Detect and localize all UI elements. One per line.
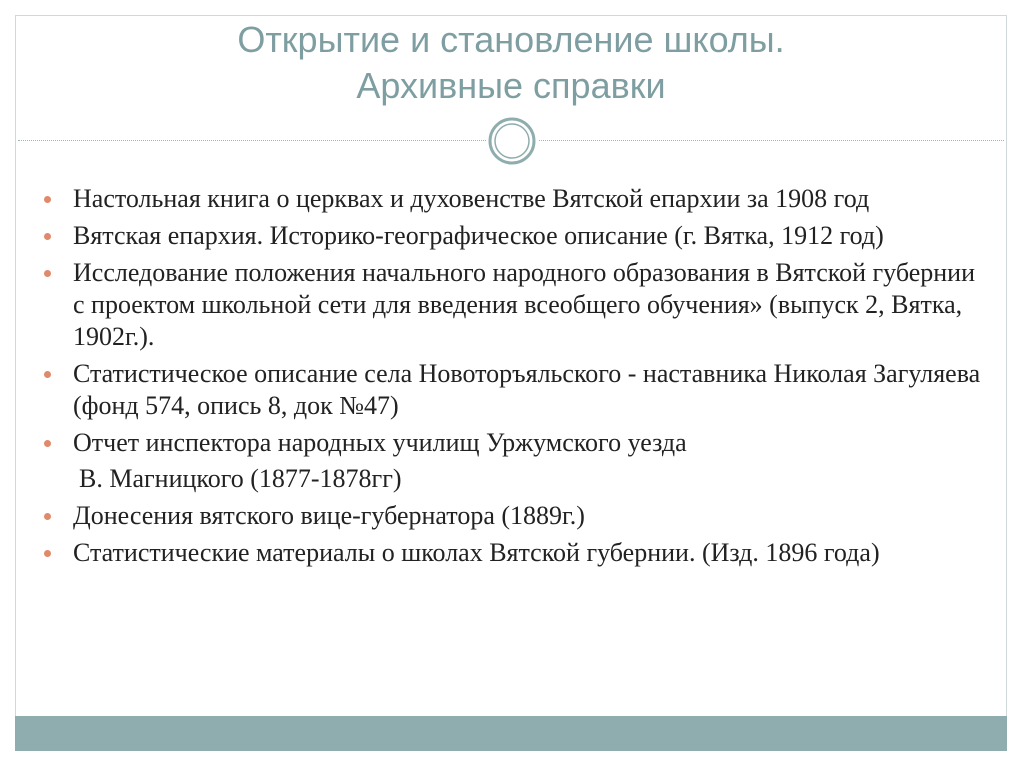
list-item — [42, 220, 982, 252]
title-line-2: Архивные справки — [356, 65, 666, 106]
bullet-icon — [44, 513, 51, 520]
list-item — [42, 427, 982, 459]
list-item-text: Статистическое описание села Новоторъяльского - наставника Николая Загуляева (фонд 574, опись 8, док №47) — [73, 359, 981, 420]
bullet-icon — [44, 371, 51, 378]
list-item-text: Вятская епархия. Историко-географическое описание (г. Вятка, 1912 год) — [73, 221, 884, 250]
list-item — [42, 500, 982, 532]
list-item-text: Статистические материалы о школах Вятской губернии. (Изд. 1896 года) — [73, 538, 880, 567]
list-item-text: Исследование положения начального народного образования в Вятской губернии с проектом школьной сети для введения всеобщего обучения» (выпуск 2, Вятка, 1902г.). — [73, 258, 975, 351]
list-item — [42, 257, 982, 353]
list-item-text: Донесения вятского вице-губернатора (1889г.) — [73, 501, 585, 530]
title-line-1: Открытие и становление школы. — [237, 19, 785, 60]
list-item — [42, 537, 982, 569]
bullet-icon — [44, 440, 51, 447]
bullet-icon — [44, 270, 51, 277]
list-item-continuation — [42, 463, 982, 495]
circle-ornament-icon — [486, 115, 538, 167]
bullet-icon — [44, 550, 51, 557]
archive-list — [42, 183, 982, 574]
bullet-icon — [44, 196, 51, 203]
list-item — [42, 358, 982, 422]
bullet-icon — [44, 233, 51, 240]
list-item-text: Настольная книга о церквах и духовенстве Вятской епархии за 1908 год — [73, 184, 870, 213]
list-item-text: В. Магницкого (1877-1878гг) — [79, 464, 402, 493]
footer-bar — [15, 716, 1007, 751]
list-item — [42, 183, 982, 215]
list-item-text: Отчет инспектора народных училищ Уржумского уезда — [73, 428, 687, 457]
